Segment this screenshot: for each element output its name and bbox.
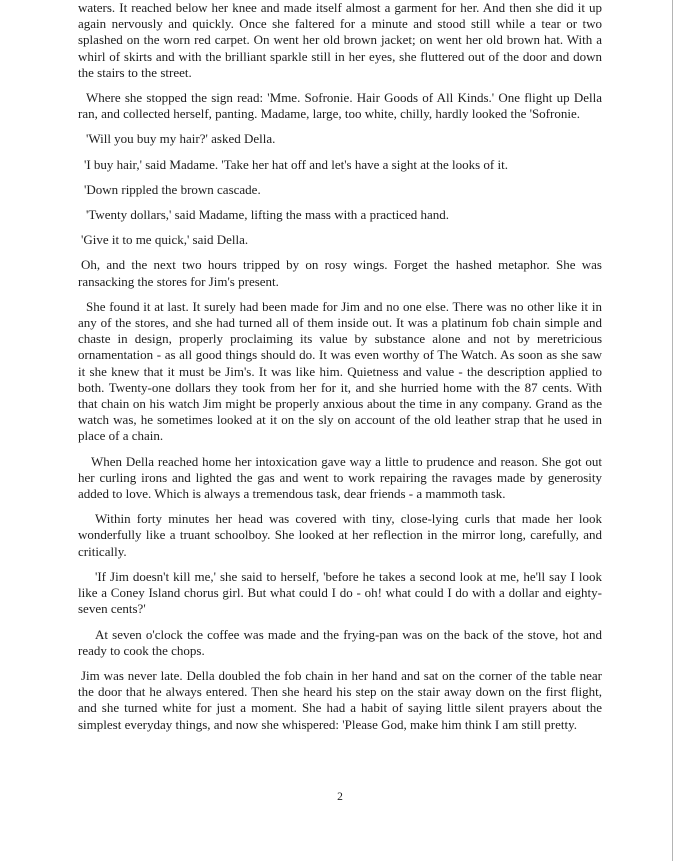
- paragraph: 'Twenty dollars,' said Madame, lifting the mass with a practiced hand.: [86, 207, 449, 223]
- paragraph: waters. It reached below her knee and made itself almost a garment for her. And then she did it up again nervously and quickly. Once she faltered for a minute and stood still while a tear or two splashed on the worn red carpet. On went her old brown jacket; on went her old brown hat. With a whirl of skirts and with the brilliant sparkle still in her eyes, she fluttered out of the door and down the stairs to the street.: [78, 0, 602, 80]
- body-text-column: [78, 0, 602, 742]
- paragraph: 'I buy hair,' said Madame. 'Take her hat off and let's have a sight at the looks of it.: [84, 156, 508, 172]
- paragraph: Within forty minutes her head was covered with tiny, close-lying curls that made her look wonderfully like a truant schoolboy. She looked at her reflection in the mirror long, carefully, and critically.: [78, 511, 602, 559]
- paragraph: At seven o'clock the coffee was made and the frying-pan was on the back of the stove, hot and ready to cook the chops.: [78, 626, 602, 658]
- paragraph: Jim was never late. Della doubled the fob chain in her hand and sat on the corner of the table near the door that he always entered. Then she heard his step on the stair away down on the first flight, and she turned white for just a moment. She had a habit of saying little silent prayers about the simplest everyday things, and now she whispered: 'Please God, make him think I am still pretty.: [78, 667, 602, 732]
- paragraph: 'Down rippled the brown cascade.: [84, 181, 261, 197]
- paragraph: She found it at last. It surely had been made for Jim and no one else. There was no other like it in any of the stores, and she had turned all of them inside out. It was a platinum fob chain simple and chaste in design, properly proclaiming its value by substance alone and not by meretricious ornamentation - as all good things should do. It was even worthy of The Watch. As soon as she saw it she knew that it must be Jim's. It was like him. Quietness and value - the description applied to both. Twenty-one dollars they took from her for it, and she hurried home with the 87 cents. With that chain on his watch Jim might be properly anxious about the time in any company. Grand as the watch was, he sometimes looked at it on the sly on account of the old leather strap that he used in place of a chain.: [78, 298, 602, 444]
- paragraph: 'Give it to me quick,' said Della.: [81, 232, 249, 248]
- page-right-border-line: [672, 0, 673, 861]
- paragraph: Where she stopped the sign read: 'Mme. Sofronie. Hair Goods of All Kinds.' One flight up Della ran, and collected herself, panting. Madame, large, too white, chilly, hardly looked the 'Sofronie.: [78, 90, 602, 122]
- paragraph: 'If Jim doesn't kill me,' she said to herself, 'before he takes a second look at me, he'll say I look like a Coney Island chorus girl. But what could I do - oh! what could I do with a dollar and eighty-seven cents?': [78, 568, 602, 617]
- paragraph: 'Will you buy my hair?' asked Della.: [86, 131, 276, 147]
- page-number: 2: [337, 791, 343, 803]
- paragraph: Oh, and the next two hours tripped by on rosy wings. Forget the hashed metaphor. She was ransacking the stores for Jim's present.: [78, 257, 602, 289]
- paragraph: When Della reached home her intoxication gave way a little to prudence and reason. She got out her curling irons and lighted the gas and went to work repairing the ravages made by generosity added to love. Which is always a tremendous task, dear friends - a mammoth task.: [78, 453, 602, 502]
